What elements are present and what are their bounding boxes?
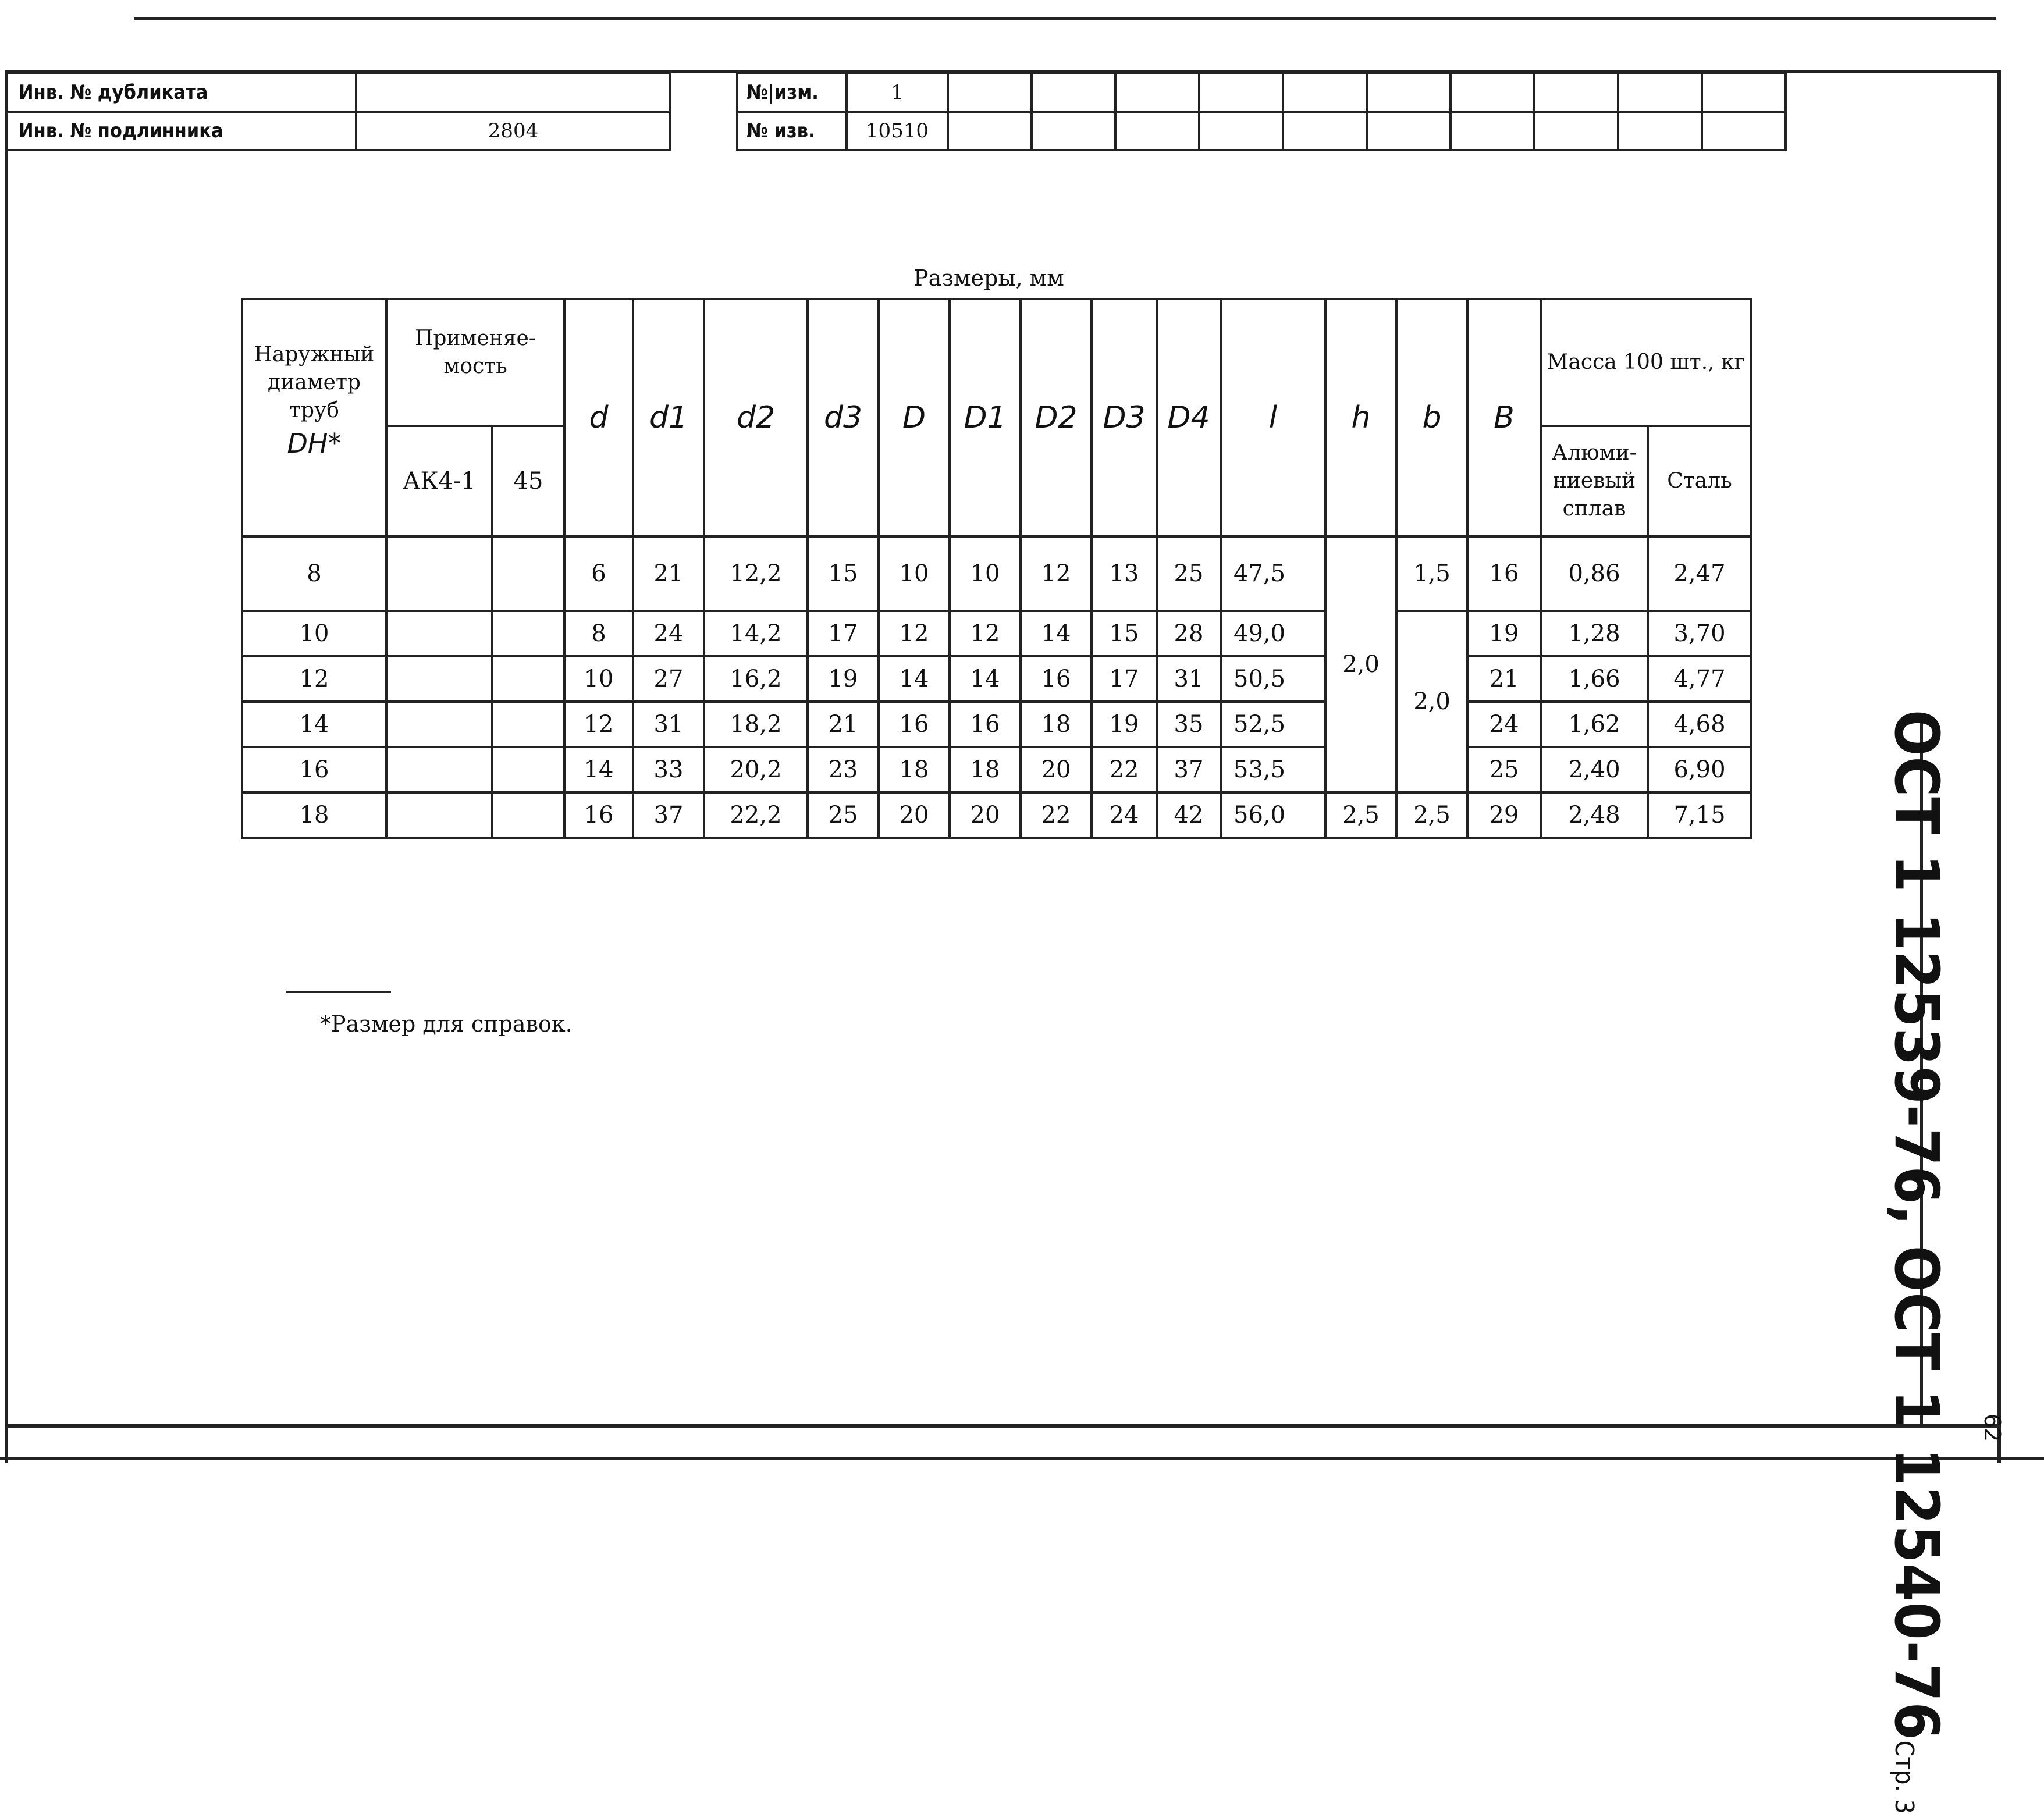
cell-D2: 20 <box>1021 747 1092 792</box>
cell-d1: 31 <box>633 702 704 747</box>
cell-d3: 17 <box>808 611 879 656</box>
mass-header: Масса 100 шт., кг <box>1541 299 1751 426</box>
cell-D: 10 <box>879 536 950 611</box>
cell-d1: 37 <box>633 792 704 838</box>
dimensions-table <box>241 298 1752 839</box>
frame-top-line <box>134 17 1996 20</box>
cell-D2: 14 <box>1021 611 1092 656</box>
revision-cell <box>1618 73 1702 112</box>
dim-header-h: h <box>1325 299 1396 536</box>
cell-D4: 31 <box>1157 656 1221 702</box>
applicability-45: 45 <box>492 426 564 536</box>
dim-header-d: d <box>564 299 633 536</box>
cell-B: 29 <box>1467 792 1541 838</box>
revision-cell <box>1199 112 1283 150</box>
cell-d2: 22,2 <box>704 792 808 838</box>
revision-cell <box>1115 73 1199 112</box>
cell-45 <box>492 656 564 702</box>
frame-bottom-line <box>5 1424 1998 1428</box>
cell-D3: 17 <box>1092 656 1157 702</box>
revision-cell <box>1283 112 1367 150</box>
cell-D1: 12 <box>950 611 1021 656</box>
cell-dn: 8 <box>242 536 386 611</box>
cell-mass-alu: 1,28 <box>1541 611 1648 656</box>
revision-cell <box>1367 112 1451 150</box>
mass-aluminium-header: Алюми-ниевый сплав <box>1541 426 1648 536</box>
cell-d2: 14,2 <box>704 611 808 656</box>
notice-number-label: № изв. <box>737 112 847 150</box>
cell-d3: 21 <box>808 702 879 747</box>
cell-d: 10 <box>564 656 633 702</box>
revision-cell <box>948 73 1032 112</box>
cell-d: 14 <box>564 747 633 792</box>
cell-d2: 20,2 <box>704 747 808 792</box>
cell-mass-steel: 2,47 <box>1648 536 1751 611</box>
cell-mass-steel: 6,90 <box>1648 747 1751 792</box>
inv-duplicate-label: Инв. № дубликата <box>7 73 356 112</box>
inv-original-value: 2804 <box>356 112 670 150</box>
cell-D1: 14 <box>950 656 1021 702</box>
cell-d2: 12,2 <box>704 536 808 611</box>
revision-cell <box>1702 73 1786 112</box>
cell-D: 18 <box>879 747 950 792</box>
cell-45 <box>492 611 564 656</box>
revision-cell <box>1283 73 1367 112</box>
revision-cell <box>1032 73 1115 112</box>
cell-d: 6 <box>564 536 633 611</box>
cell-l: 52,5 <box>1221 702 1325 747</box>
cell-B: 25 <box>1467 747 1541 792</box>
cell-D2: 16 <box>1021 656 1092 702</box>
standard-code <box>1881 710 1952 1814</box>
cell-b: 1,5 <box>1396 536 1467 611</box>
cell-D1: 16 <box>950 702 1021 747</box>
cell-ak41 <box>386 656 492 702</box>
cell-D3: 22 <box>1092 747 1157 792</box>
cell-d: 12 <box>564 702 633 747</box>
cell-B: 24 <box>1467 702 1541 747</box>
dim-header-l: l <box>1221 299 1325 536</box>
dim-header-D3: D3 <box>1092 299 1157 536</box>
cell-l: 56,0 <box>1221 792 1325 838</box>
dim-header-d3: d3 <box>808 299 879 536</box>
cell-h-merged: 2,0 <box>1325 536 1396 792</box>
mass-steel-header: Сталь <box>1648 426 1751 536</box>
revision-cell <box>1702 112 1786 150</box>
cell-dn: 12 <box>242 656 386 702</box>
dim-header-B: B <box>1467 299 1541 536</box>
cell-D3: 19 <box>1092 702 1157 747</box>
footnote: *Размер для справок. <box>320 1011 573 1037</box>
frame-bottom-line-outer <box>0 1457 2044 1460</box>
cell-D: 20 <box>879 792 950 838</box>
cell-mass-alu: 0,86 <box>1541 536 1648 611</box>
revision-cell <box>1367 73 1451 112</box>
cell-dn: 14 <box>242 702 386 747</box>
cell-45 <box>492 747 564 792</box>
cell-D1: 20 <box>950 792 1021 838</box>
dim-header-D: D <box>879 299 950 536</box>
cell-d3: 25 <box>808 792 879 838</box>
cell-ak41 <box>386 702 492 747</box>
notice-number-value: 10510 <box>847 112 948 150</box>
dim-header-d1: d1 <box>633 299 704 536</box>
revision-cell <box>1115 112 1199 150</box>
cell-mass-steel: 7,15 <box>1648 792 1751 838</box>
footnote-rule <box>286 991 391 993</box>
cell-d1: 27 <box>633 656 704 702</box>
revision-cell <box>948 112 1032 150</box>
revision-header-table <box>736 72 1787 151</box>
cell-d3: 19 <box>808 656 879 702</box>
cell-d2: 18,2 <box>704 702 808 747</box>
cell-45 <box>492 536 564 611</box>
cell-D4: 25 <box>1157 536 1221 611</box>
cell-d2: 16,2 <box>704 656 808 702</box>
cell-d1: 33 <box>633 747 704 792</box>
cell-h: 2,5 <box>1325 792 1396 838</box>
cell-mass-alu: 1,62 <box>1541 702 1648 747</box>
revision-cell <box>1534 112 1618 150</box>
revision-cell <box>1032 112 1115 150</box>
cell-D: 12 <box>879 611 950 656</box>
cell-dn: 10 <box>242 611 386 656</box>
cell-D3: 13 <box>1092 536 1157 611</box>
cell-D1: 18 <box>950 747 1021 792</box>
cell-d1: 21 <box>633 536 704 611</box>
cell-mass-alu: 2,40 <box>1541 747 1648 792</box>
revision-number-label: №|изм. <box>737 73 847 112</box>
dim-header-D4: D4 <box>1157 299 1221 536</box>
cell-d: 8 <box>564 611 633 656</box>
cell-d: 16 <box>564 792 633 838</box>
revision-number-value: 1 <box>847 73 948 112</box>
cell-D3: 15 <box>1092 611 1157 656</box>
cell-dn: 16 <box>242 747 386 792</box>
cell-D2: 18 <box>1021 702 1092 747</box>
cell-d1: 24 <box>633 611 704 656</box>
cell-B: 16 <box>1467 536 1541 611</box>
dim-header-d2: d2 <box>704 299 808 536</box>
cell-45 <box>492 702 564 747</box>
revision-cell <box>1618 112 1702 150</box>
inv-original-label: Инв. № подлинника <box>7 112 356 150</box>
sheet-number: 62 <box>1979 1414 2005 1442</box>
cell-d3: 15 <box>808 536 879 611</box>
revision-cell <box>1451 112 1534 150</box>
applicability-header: Применяе-мость <box>386 299 564 426</box>
cell-mass-alu: 2,48 <box>1541 792 1648 838</box>
outer-diameter-symbol: DH* <box>287 428 342 459</box>
cell-ak41 <box>386 611 492 656</box>
cell-D: 16 <box>879 702 950 747</box>
dim-header-D1: D1 <box>950 299 1021 536</box>
cell-l: 49,0 <box>1221 611 1325 656</box>
cell-b: 2,5 <box>1396 792 1467 838</box>
standard-code-text: ОСТ 1 12539-76, ОСТ 1 12540-76 <box>1881 710 1952 1741</box>
page-label: Стр. 3 <box>1889 1740 1919 1814</box>
cell-mass-steel: 3,70 <box>1648 611 1751 656</box>
cell-mass-alu: 1,66 <box>1541 656 1648 702</box>
revision-cell <box>1451 73 1534 112</box>
cell-D4: 28 <box>1157 611 1221 656</box>
cell-ak41 <box>386 747 492 792</box>
cell-B: 21 <box>1467 656 1541 702</box>
cell-D: 14 <box>879 656 950 702</box>
cell-D3: 24 <box>1092 792 1157 838</box>
cell-D2: 12 <box>1021 536 1092 611</box>
cell-dn: 18 <box>242 792 386 838</box>
cell-mass-steel: 4,77 <box>1648 656 1751 702</box>
revision-cell <box>1199 73 1283 112</box>
outer-diameter-header <box>242 299 386 536</box>
cell-mass-steel: 4,68 <box>1648 702 1751 747</box>
cell-l: 50,5 <box>1221 656 1325 702</box>
cell-D4: 35 <box>1157 702 1221 747</box>
cell-D1: 10 <box>950 536 1021 611</box>
cell-45 <box>492 792 564 838</box>
applicability-ak41: АК4-1 <box>386 426 492 536</box>
inv-duplicate-value <box>356 73 670 112</box>
cell-B: 19 <box>1467 611 1541 656</box>
cell-ak41 <box>386 792 492 838</box>
cell-d3: 23 <box>808 747 879 792</box>
cell-ak41 <box>386 536 492 611</box>
cell-D2: 22 <box>1021 792 1092 838</box>
cell-b-merged: 2,0 <box>1396 611 1467 792</box>
table-caption: Размеры, мм <box>913 265 1064 291</box>
dim-header-b: b <box>1396 299 1467 536</box>
outer-diameter-header-text: Наружный диаметр труб <box>254 343 375 422</box>
cell-D4: 37 <box>1157 747 1221 792</box>
dim-header-D2: D2 <box>1021 299 1092 536</box>
revision-cell <box>1534 73 1618 112</box>
cell-l: 47,5 <box>1221 536 1325 611</box>
inventory-header-table <box>6 72 671 151</box>
cell-l: 53,5 <box>1221 747 1325 792</box>
cell-D4: 42 <box>1157 792 1221 838</box>
